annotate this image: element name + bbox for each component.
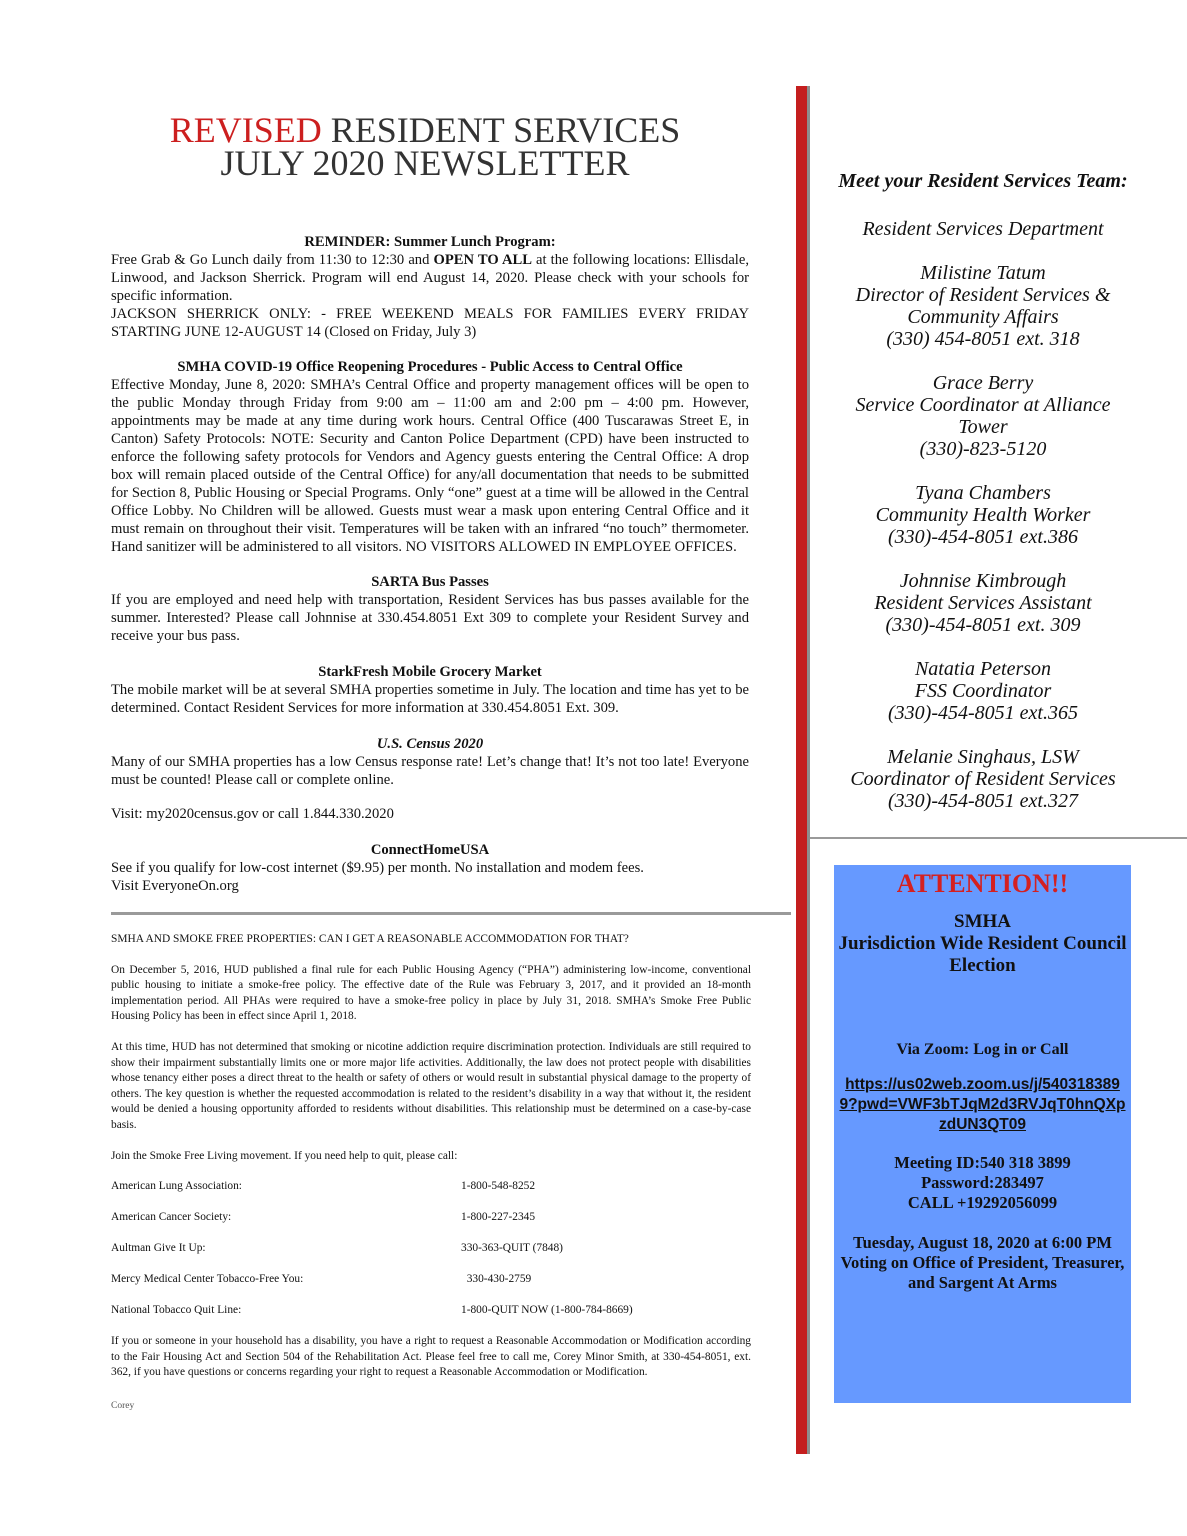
member-phone: (330)-454-8051 ext.386 bbox=[888, 526, 1078, 548]
election-date bbox=[834, 1233, 1131, 1293]
team-member bbox=[830, 658, 1136, 724]
connect-title: ConnectHomeUSA bbox=[370, 842, 490, 859]
contact-row bbox=[111, 1210, 751, 1241]
member-name: Milistine Tatum bbox=[920, 262, 1046, 284]
sarta-section bbox=[111, 574, 749, 646]
smoke-free-section bbox=[111, 932, 751, 1415]
lunch-body-a: Free Grab & Go Lunch daily from 11:30 to 12:30 and bbox=[111, 251, 434, 268]
contact-phone: 1-800-QUIT NOW (1-800-784-8669) bbox=[461, 1304, 633, 1317]
census-visit: Visit: my2020census.gov or call 1.844.330.2020 bbox=[111, 806, 394, 823]
member-role: Coordinator of Resident Services bbox=[850, 768, 1116, 790]
contact-phone: 1-800-548-8252 bbox=[461, 1180, 536, 1193]
team-member bbox=[830, 372, 1136, 460]
member-role: Community Health Worker bbox=[875, 504, 1091, 526]
smoke-para3: If you or someone in your household has a disability, you have a right to request a Reasonable Accommodation or Modification according to the Fair Housing Act and Section 504 of the Rehabilitation Act. Please feel free to call me, Corey Minor Smith, at 330-454-8051, ext. 362, if you have questions or concerns regarding your right to request a Reasonable Accommodation or Modification. bbox=[111, 1335, 751, 1379]
contact-row bbox=[111, 1179, 751, 1210]
election-datetime: Tuesday, August 18, 2020 at 6:00 PM bbox=[853, 1233, 1112, 1252]
smoke-para2: At this time, HUD has not determined that smoking or nicotine addiction require discrimination protection. Individuals are still required to show their impairment substantially limits one or more major life activities. Additionally, the law does not protect people with disabilities whose tenancy either poses a direct threat to the health or safety of others or would result in substantial physical damage to the property of others. The key question is whether the requested accommodation is related to the resident’s disability in a way that without it, the resident would be denied a housing opportunity afforded to residents without disabilities. This relationship must be determined on a case-by-case basis. bbox=[111, 1040, 751, 1131]
lunch-body bbox=[111, 252, 749, 306]
team-member bbox=[830, 482, 1136, 548]
election-org: SMHA bbox=[954, 911, 1011, 932]
team-department: Resident Services Department bbox=[862, 218, 1104, 240]
contact-org: American Lung Association: bbox=[111, 1180, 242, 1193]
meeting-details bbox=[834, 1153, 1131, 1213]
attention-box bbox=[834, 865, 1131, 1403]
member-role: FSS Coordinator bbox=[914, 680, 1052, 702]
team-member bbox=[830, 570, 1136, 636]
contact-phone: 330-363-QUIT (7848) bbox=[461, 1242, 563, 1255]
connect-body: See if you qualify for low-cost internet ($9.95) per month. No installation and modem fees. bbox=[111, 860, 644, 877]
member-name: Melanie Singhaus, LSW bbox=[887, 746, 1079, 768]
census-section bbox=[111, 736, 749, 825]
contact-phone: 1-800-227-2345 bbox=[461, 1211, 536, 1224]
sarta-title: SARTA Bus Passes bbox=[371, 574, 489, 591]
lunch-title: REMINDER: Summer Lunch Program: bbox=[304, 234, 556, 250]
contact-row bbox=[111, 1241, 751, 1272]
smoke-heading: SMHA AND SMOKE FREE PROPERTIES: CAN I GET A REASONABLE ACCOMMODATION FOR THAT? bbox=[111, 933, 629, 945]
member-name: Tyana Chambers bbox=[915, 482, 1051, 504]
title-revised: REVISED bbox=[169, 110, 322, 150]
lunch-section bbox=[111, 234, 749, 341]
zoom-link[interactable]: https://us02web.zoom.us/j/5403183899?pwd=VWF3bTJqM2d3RVJqT0hnQXpzdUN3QT09 bbox=[839, 1076, 1126, 1133]
meeting-phone: CALL +19292056099 bbox=[907, 1193, 1058, 1212]
member-name: Grace Berry bbox=[932, 372, 1034, 394]
right-divider bbox=[810, 837, 1187, 839]
quit-contacts bbox=[111, 1179, 751, 1334]
meeting-password: Password:283497 bbox=[921, 1173, 1044, 1192]
lunch-open-to-all: OPEN TO ALL bbox=[433, 251, 532, 268]
attention-title: ATTENTION!! bbox=[896, 869, 1069, 898]
member-phone: (330) 454-8051 ext. 318 bbox=[886, 328, 1080, 350]
contact-org: National Tobacco Quit Line: bbox=[111, 1304, 242, 1317]
covid-section bbox=[111, 359, 749, 556]
smoke-join: Join the Smoke Free Living movement. If you need help to quit, please call: bbox=[111, 1149, 458, 1162]
connect-section bbox=[111, 842, 749, 896]
member-name: Natatia Peterson bbox=[914, 658, 1052, 680]
title-line2: JULY 2020 NEWSLETTER bbox=[220, 143, 630, 183]
zoom-instructions: Via Zoom: Log in or Call bbox=[896, 1041, 1069, 1058]
contact-row bbox=[111, 1272, 751, 1303]
team-title: Meet your Resident Services Team: bbox=[838, 170, 1128, 192]
contact-phone: 330-430-2759 bbox=[461, 1273, 532, 1286]
lunch-body-b: at the following locations: Ellisdale, Linwood, and Jackson Sherrick. Program will end August 14, 2020. Please check with your schools for specific information. bbox=[111, 251, 749, 304]
election-label: Election bbox=[949, 955, 1016, 976]
covid-body: Effective Monday, June 8, 2020: SMHA’s Central Office and property management offices will be open to the public Monday through Friday from 9:00 am – 11:00 am and 2:00 pm – 4:00 pm. However, appointments may be made at any time during work hours. Central Office (400 Tuscarawas Street E, in Canton) Safety Protocols: NOTE: Security and Canton Police Department (CPD) have been instructed to enforce the following safety protocols for Vendors and Agency guests entering the Central Office: A drop box will remain placed outside of the Central Office) for any/all documentation that needs to be submitted for Section 8, Public Housing or Special Programs. Only “one” guest at a time will be allowed in the Central Office Lobby. No Children will be allowed. Guests must wear a mask upon entering Central Office and it must remain on throughout their visit. Temperatures will be taken with an infrared “no touch” thermometer. Hand sanitizer will be administered to all visitors. NO VISITORS ALLOWED IN EMPLOYEE OFFICES. bbox=[111, 377, 749, 555]
member-phone: (330)-454-8051 ext. 309 bbox=[885, 614, 1081, 636]
connect-visit: Visit EveryoneOn.org bbox=[111, 878, 239, 895]
title-line1: RESIDENT SERVICES bbox=[321, 110, 681, 150]
contact-org: Aultman Give It Up: bbox=[111, 1242, 206, 1255]
meeting-id: Meeting ID:540 318 3899 bbox=[894, 1153, 1071, 1172]
newsletter-title bbox=[110, 110, 740, 183]
member-phone: (330)-823-5120 bbox=[919, 438, 1047, 460]
election-heading bbox=[834, 911, 1131, 977]
signoff: Corey bbox=[111, 1400, 135, 1411]
member-phone: (330)-454-8051 ext.327 bbox=[888, 790, 1078, 812]
sarta-body: If you are employed and need help with transportation, Resident Services has bus passes available for the summer. Interested? Please call Johnnise at 330.454.8051 Ext 309 to complete your Resident Survey and receive your bus pass. bbox=[111, 592, 749, 645]
lunch-jackson: JACKSON SHERRICK ONLY: - FREE WEEKEND MEALS FOR FAMILIES EVERY FRIDAY STARTING JUNE 12-AUGUST 14 (Closed on Friday, July 3) bbox=[111, 305, 749, 340]
member-name: Johnnise Kimbrough bbox=[899, 570, 1067, 592]
starkfresh-section bbox=[111, 664, 749, 718]
starkfresh-body: The mobile market will be at several SMHA properties sometime in July. The location and time has yet to be determined. Contact Resident Services for more information at 330.454.8051 Ext. 309. bbox=[111, 681, 749, 716]
contact-org: American Cancer Society: bbox=[111, 1211, 232, 1224]
contact-org: Mercy Medical Center Tobacco-Free You: bbox=[111, 1273, 304, 1286]
smoke-para1: On December 5, 2016, HUD published a final rule for each Public Housing Agency (“PHA”) administering low-income, conventional public housing to initiate a smoke-free policy. The effective date of the Rule was February 3, 2017, and it provided an 18-month implementation period. All PHAs were required to have a smoke-free policy in place by July 31, 2018. SMHA’s Smoke Free Public Housing Policy has been in effect since April 1, 2018. bbox=[111, 963, 751, 1023]
census-body: Many of our SMHA properties has a low Census response rate! Let’s change that! It’s not too late! Everyone must be counted! Please call or complete online. bbox=[111, 753, 749, 788]
census-title: U.S. Census 2020 bbox=[376, 735, 484, 752]
main-articles bbox=[111, 234, 749, 914]
election-offices: Voting on Office of President, Treasurer, and Sargent At Arms bbox=[840, 1253, 1125, 1292]
election-council: Jurisdiction Wide Resident Council bbox=[838, 933, 1127, 954]
team-member bbox=[830, 746, 1136, 812]
member-role: Service Coordinator at Alliance Tower bbox=[855, 394, 1111, 438]
starkfresh-title: StarkFresh Mobile Grocery Market bbox=[318, 664, 542, 681]
member-phone: (330)-454-8051 ext.365 bbox=[888, 702, 1078, 724]
rule-shadow bbox=[807, 86, 810, 1454]
member-role: Director of Resident Services & Community Affairs bbox=[855, 284, 1111, 328]
team-column bbox=[830, 170, 1136, 834]
member-role: Resident Services Assistant bbox=[874, 592, 1092, 614]
section-divider bbox=[111, 912, 791, 915]
contact-row bbox=[111, 1303, 751, 1334]
team-member bbox=[830, 262, 1136, 350]
red-column-rule bbox=[796, 86, 807, 1454]
covid-title: SMHA COVID-19 Office Reopening Procedures - Public Access to Central Office bbox=[177, 359, 683, 376]
